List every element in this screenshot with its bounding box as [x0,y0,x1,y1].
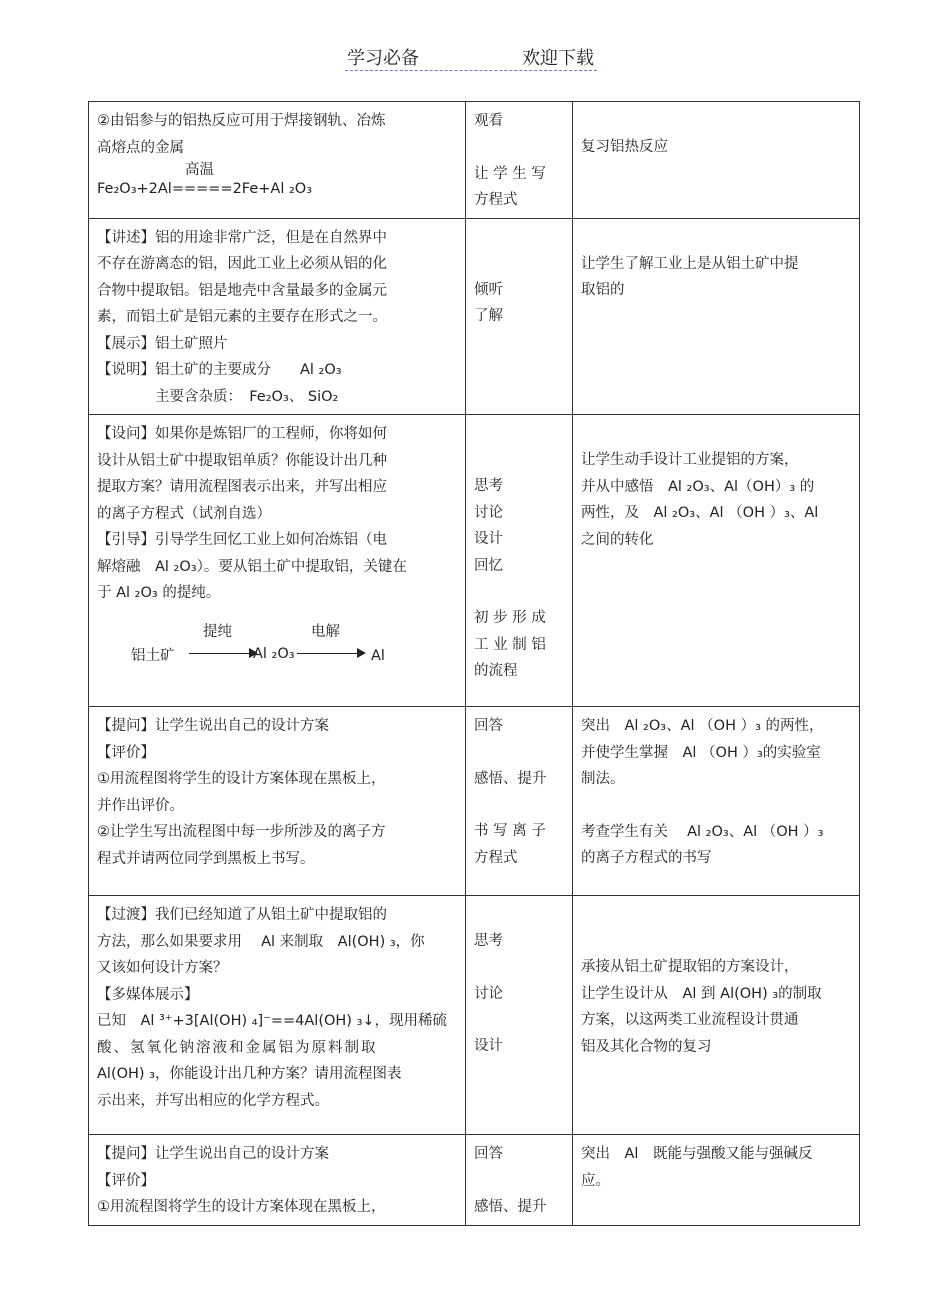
student-activity-cell [466,102,573,219]
table-row [89,1135,860,1226]
cell-line: 又该如何设计方案？ [97,960,228,976]
cell-line: 思考 [474,933,503,949]
cell-line: 【多媒体展示】 [97,986,199,1003]
cell-line: 讨论 [474,985,503,1002]
arrowhead-icon [357,648,366,658]
cell-line: 观看 [474,113,503,129]
cell-line: ②由铝参与的铝热反应可用于焊接钢轨、冶炼 [97,113,386,129]
cell-line: 让学生设计从 Al 到 Al(OH) ₃的制取 [581,985,822,1002]
cell-line: 书 写 离 子 [474,823,546,839]
purpose-cell [573,896,860,1135]
purpose-cell [573,415,860,707]
flow-arrow-2 [297,653,359,654]
cell-line: 已知 Al ³⁺+3[Al(OH) ₄]⁻==4Al(OH) ₃↓，现用稀硫 [97,1013,448,1029]
cell-line: 设计从铝土矿中提取铝单质？你能设计出几种 [97,452,387,469]
header-right-text: 欢迎下载 [522,48,594,69]
cell-line: 回忆 [474,557,503,574]
cell-line: 【设问】如果你是炼铝厂的工程师，你将如何 [97,426,387,442]
table-row [89,102,860,219]
cell-line: 复习铝热反应 [581,139,668,155]
cell-line: 方案，以这两类工业流程设计贯通 [581,1012,799,1028]
cell-line: 【过渡】我们已经知道了从铝土矿中提取铝的 [97,907,387,923]
process-flow-diagram [97,615,457,675]
cell-line: 设计 [474,1038,503,1054]
cell-line: 不存在游离态的铝，因此工业上必须从铝的化 [97,256,387,272]
condition-label: 高温 [185,162,214,178]
header-left-text: 学习必备 [347,48,419,69]
cell-line: 设计 [474,531,503,547]
cell-line: 【提问】让学生说出自己的设计方案 [97,1146,329,1162]
cell-line: 并从中感悟 Al ₂O₃、Al（OH）₃ 的 [581,478,815,495]
cell-line: ②让学生写出流程图中每一步所涉及的离子方 [97,824,386,840]
cell-line: 倾听 [474,281,503,298]
cell-line: 酸、氢氧化钠溶液和金属铝为原料制取 [97,1039,378,1056]
cell-line: 方法，那么如果要求用 Al 来制取 Al(OH) ₃，你 [97,933,425,950]
cell-line: 方程式 [474,192,518,208]
cell-line: 让 学 生 写 [474,165,546,182]
cell-line: 合物中提取铝。铝是地壳中含量最多的金属元 [97,282,387,299]
content-cell [89,896,466,1135]
cell-line: 突出 Al 既能与强酸又能与强碱反 [581,1146,813,1162]
cell-line: 的离子方程式（试剂自选） [97,505,271,522]
content-cell [89,415,466,707]
header-underline [345,70,597,71]
cell-line: 让学生了解工业上是从铝土矿中提 [581,255,799,272]
cell-line [581,108,851,134]
cell-line: 示出来，并写出相应的化学方程式。 [97,1092,329,1109]
student-activity-cell [466,218,573,415]
flow-node-alumina: Al ₂O₃ [253,645,295,662]
table-row [89,707,860,896]
cell-line: 工 业 制 铝 [474,636,546,653]
flow-arrow-1 [189,653,251,654]
cell-line: 并使学生掌握 Al （OH ）₃的实验室 [581,744,821,761]
cell-line: 之间的转化 [581,531,654,548]
cell-line: 素，而铝土矿是铝元素的主要存在形式之一。 [97,309,387,325]
cell-line: ①用流程图将学生的设计方案体现在黑板上， [97,1199,386,1215]
content-cell [89,1135,466,1226]
page-header [0,44,950,74]
purpose-cell [573,707,860,896]
cell-line: 提取方案？请用流程图表示出来，并写出相应 [97,479,387,495]
flow-node-ore: 铝土矿 [131,647,175,664]
student-activity-cell [466,415,573,707]
student-activity-cell [466,1135,573,1226]
purpose-cell [573,218,860,415]
cell-line: ①用流程图将学生的设计方案体现在黑板上， [97,771,386,787]
cell-line: 取铝的 [581,282,625,298]
cell-line: 的流程 [474,663,518,679]
cell-line: 回答 [474,1146,503,1162]
flow-node-aluminum: Al [371,647,385,664]
cell-line: 思考 [474,478,503,494]
cell-line: 【评价】 [97,744,155,761]
lesson-table [88,101,860,1226]
cell-line: 让学生动手设计工业提铝的方案， [581,452,799,468]
cell-line: 解熔融 Al ₂O₃）。要从铝土矿中提取铝，关键在 [97,558,407,575]
cell-line: 并作出评价。 [97,797,184,814]
cell-line: 主要含杂质： Fe₂O₃、 SiO₂ [97,388,339,405]
cell-line: 应。 [581,1172,610,1189]
cell-line: 考查学生有关 Al ₂O₃、Al （OH ）₃ [581,823,824,840]
cell-line: Al(OH) ₃，你能设计出几种方案？请用流程图表 [97,1066,402,1082]
cell-line: 【展示】铝土矿照片 [97,335,228,352]
cell-line: 方程式 [474,849,518,866]
flow-step-purify: 提纯 [203,623,232,640]
table-row [89,218,860,415]
cell-line: 【引导】引导学生回忆工业上如何冶炼铝（电 [97,532,387,548]
cell-line [474,135,564,161]
cell-line: 【评价】 [97,1172,155,1189]
cell-line: 承接从铝土矿提取铝的方案设计， [581,959,799,975]
cell-line: 两性，及 Al ₂O₃、Al （OH ）₃、Al [581,505,819,521]
content-cell [89,707,466,896]
cell-line: 回答 [474,718,503,734]
cell-line: 程式并请两位同学到黑板上书写。 [97,850,315,867]
cell-line: 感悟、提升 [474,770,547,787]
cell-line: 讨论 [474,504,503,521]
thermite-equation: Fe₂O₃+2Al=====2Fe+Al ₂O₃ [97,181,313,197]
cell-line: 的离子方程式的书写 [581,850,712,866]
cell-line: 【提问】让学生说出自己的设计方案 [97,718,329,734]
content-cell [89,218,466,415]
table-row [89,415,860,707]
cell-line: 铝及其化合物的复习 [581,1038,712,1055]
flow-step-electrolysis: 电解 [311,623,340,640]
cell-line: 突出 Al ₂O₃、Al （OH ）₃ 的两性， [581,718,824,734]
cell-line: 初 步 形 成 [474,610,546,626]
cell-line: 制法。 [581,771,625,787]
cell-line: 【讲述】铝的用途非常广泛，但是在自然界中 [97,229,387,246]
purpose-cell [573,102,860,219]
content-cell [89,102,466,219]
cell-line: 感悟、提升 [474,1198,547,1215]
cell-line: 【说明】铝土矿的主要成分 Al ₂O₃ [97,362,342,378]
cell-line: 了解 [474,308,503,324]
cell-line: 于 Al ₂O₃ 的提纯。 [97,585,221,601]
cell-line: 高熔点的金属 [97,139,184,156]
table-row [89,896,860,1135]
purpose-cell [573,1135,860,1226]
student-activity-cell [466,707,573,896]
student-activity-cell [466,896,573,1135]
